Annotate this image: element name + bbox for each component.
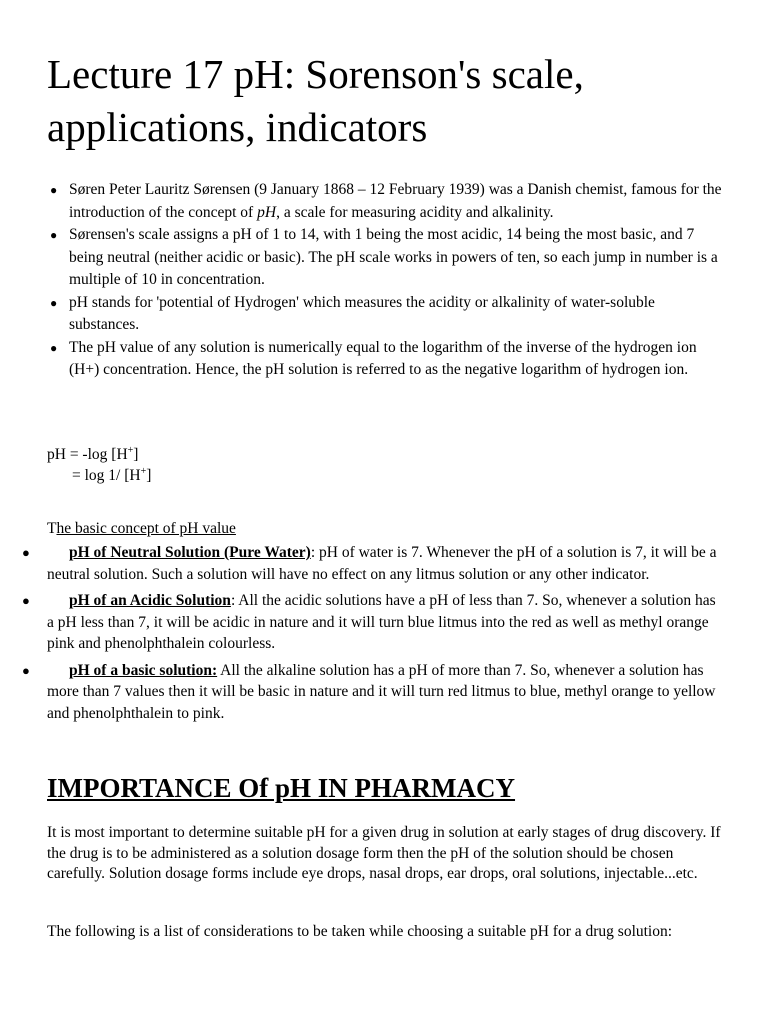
formula-text: pH = -log [H <box>47 446 128 463</box>
formula-superscript: + <box>140 465 147 477</box>
formula-text: = log 1/ [H <box>72 467 141 484</box>
paragraph: The following is a list of considerations to be taken while choosing a suitable pH for a drug solution: <box>47 923 673 940</box>
list-item <box>16 542 726 585</box>
bullet-icon: ● <box>50 295 58 310</box>
section-heading: IMPORTANCE Of pH IN PHARMACY <box>47 773 516 803</box>
list-item <box>16 590 726 655</box>
bullet-text: pH stands for 'potential of Hydrogen' which measures the acidity or alkalinity of water-soluble substances. <box>69 293 655 333</box>
list-item <box>47 224 727 292</box>
bullet-icon: ● <box>50 228 58 242</box>
bullet-text: Søren Peter Lauritz Sørensen (9 January 1868 – 12 February 1939) was a Danish chemist, famous for the introduction of the concept of <box>69 181 722 221</box>
bullet-text: Sørensen's scale assigns a pH of 1 to 14, with 1 being the most acidic, 14 being the most basic, and 7 being neutral (neither acidic or basic). The pH scale works in powers of ten, so each jump in number is a multiple of 10 in concentration. <box>69 226 718 288</box>
formula-line-2 <box>47 465 151 486</box>
concept-heading-text: he basic concept of pH value <box>56 520 236 537</box>
concept-heading <box>47 518 236 539</box>
concept-text: : pH of water is 7. Whenever the pH of a solution is 7, it will be a neutral solution. Such a solution will have no effect on any litmus solution or any other indicator. <box>47 544 717 583</box>
paragraph: It is most important to determine suitable pH for a given drug in solution at early stages of drug discovery. If the drug is to be administered as a solution dosage form then the pH of the solution should be chosen carefully. Solution dosage forms include eye drops, nasal drops, ear drops, oral solutions, injectable...etc. <box>47 824 721 882</box>
formula-text: ] <box>146 467 152 484</box>
bullet-icon: ● <box>22 593 30 608</box>
list-item <box>16 660 726 725</box>
bullet-text: , a scale for measuring acidity and alkalinity. <box>276 203 554 221</box>
formula-superscript: + <box>127 444 134 456</box>
concept-heading-initial: T <box>47 520 57 537</box>
bullet-icon: ● <box>22 545 30 560</box>
concept-term: pH of a basic solution: <box>69 661 218 679</box>
bullet-icon: ● <box>22 662 30 678</box>
concept-term: pH of an Acidic Solution <box>69 592 231 609</box>
concept-text: All the alkaline solution has a pH of more than 7. So, whenever a solution has more than 7 values then it will be basic in nature and it will turn red litmus to blue, methyl orange to yellow and phenolphthalein to pink. <box>47 661 716 722</box>
bullet-icon: ● <box>50 340 58 355</box>
formula-text: ] <box>133 446 139 463</box>
ph-formula <box>47 444 151 486</box>
concept-text: : All the acidic solutions have a pH of less than 7. So, whenever a solution has a pH less than 7, it will be acidic in nature and it will turn blue litmus into the red as well as methyl orange pink and phenolphthalein colourless. <box>47 592 716 652</box>
list-item <box>47 179 727 224</box>
list-item <box>47 292 727 337</box>
intro-bullet-list <box>47 179 727 382</box>
bullet-text: The pH value of any solution is numerically equal to the logarithm of the inverse of the hydrogen ion (H+) concentration. Hence, the pH solution is referred to as the negative logarithm of hydrogen ion. <box>69 338 697 378</box>
list-item <box>47 337 727 382</box>
concept-bullet-list <box>16 542 726 729</box>
concept-term: pH of Neutral Solution (Pure Water) <box>69 544 311 561</box>
page-title: Lecture 17 pH: Sorenson's scale, applications, indicators <box>47 51 584 150</box>
ph-term: pH <box>257 203 277 221</box>
bullet-icon: ● <box>50 183 58 197</box>
formula-line-1 <box>47 444 151 465</box>
